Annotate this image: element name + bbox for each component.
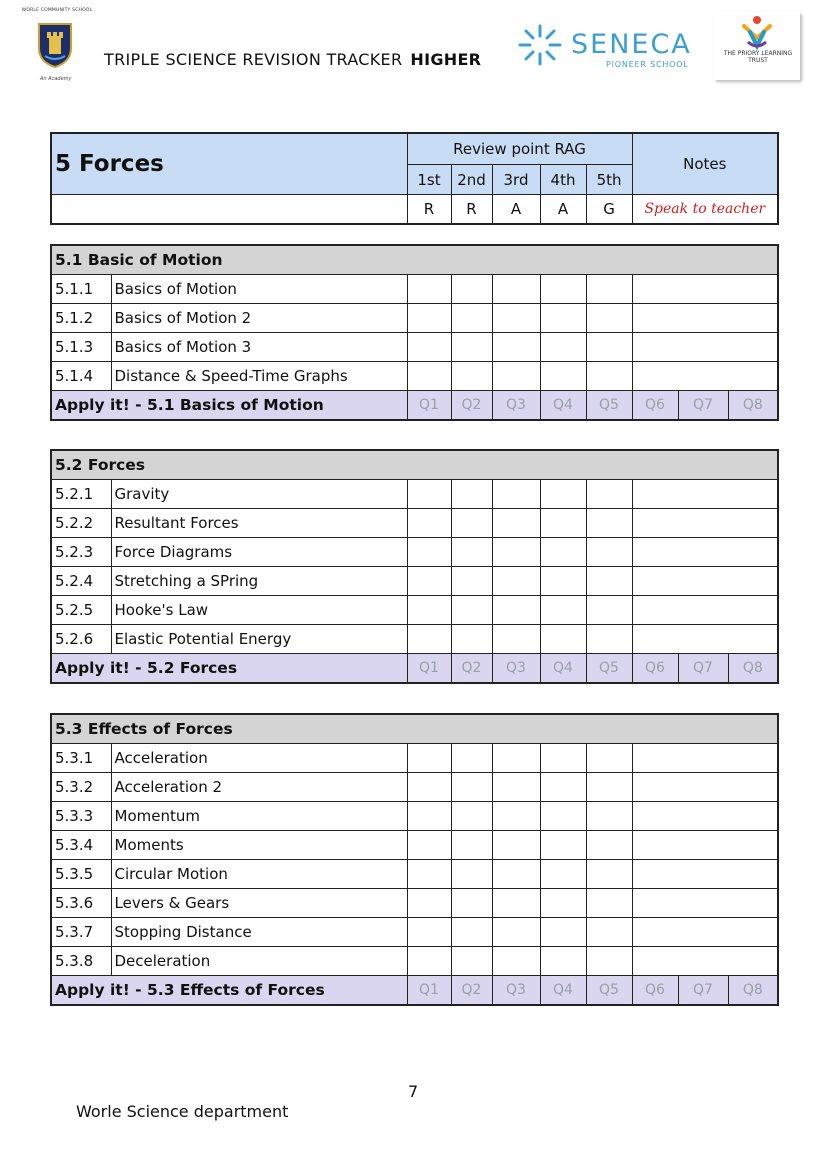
question-q2[interactable]: Q2 [451,654,492,684]
rag-cell-3[interactable] [492,802,540,831]
level-label: HIGHER [410,50,482,69]
topic-code: 5.1.3 [51,333,111,362]
question-q8[interactable]: Q8 [728,391,778,421]
rag-cell-5[interactable] [586,802,632,831]
table-row [51,596,778,625]
rating-row-label [51,195,407,225]
question-q3[interactable]: Q3 [492,391,540,421]
question-q7[interactable]: Q7 [678,654,728,684]
rag-cell-2[interactable] [451,860,492,889]
notes-header: Notes [632,133,778,195]
rag-cell-3[interactable] [492,773,540,802]
rag-cell-2[interactable] [451,947,492,976]
rag-cell-2[interactable] [451,362,492,391]
topic-name: Elastic Potential Energy [111,625,407,654]
topic-code: 5.1.2 [51,304,111,333]
table-row [51,304,778,333]
table-row [51,333,778,362]
section-title: 5.2 Forces [51,450,778,480]
topic-code: 5.3.5 [51,860,111,889]
question-q1[interactable]: Q1 [407,654,451,684]
question-q1[interactable]: Q1 [407,391,451,421]
rag-cell-2[interactable] [451,918,492,947]
rag-cell-3[interactable] [492,831,540,860]
rag-cell-2[interactable] [451,773,492,802]
rag-cell-3[interactable] [492,480,540,509]
topic-name: Momentum [111,802,407,831]
rag-cell-2[interactable] [451,509,492,538]
table-row [51,947,778,976]
rag-cell-4[interactable] [540,275,586,304]
topic-name: Deceleration [111,947,407,976]
review-point-5: 5th [586,165,632,195]
table-row [51,889,778,918]
section-table-5-3 [50,713,779,1006]
rag-cell-1[interactable] [407,362,451,391]
rag-cell-2[interactable] [451,275,492,304]
notes-cell[interactable] [632,304,778,333]
review-point-3: 3rd [492,165,540,195]
notes-cell[interactable] [632,947,778,976]
rag-cell-1[interactable] [407,333,451,362]
rag-cell-5[interactable] [586,362,632,391]
rag-cell-5[interactable] [586,947,632,976]
table-row [51,567,778,596]
review-point-1: 1st [407,165,451,195]
seneca-subtitle: PIONEER SCHOOL [606,60,689,69]
topic-code: 5.3.8 [51,947,111,976]
rag-cell-3[interactable] [492,333,540,362]
table-row [51,509,778,538]
question-q6[interactable]: Q6 [632,654,678,684]
table-row [51,831,778,860]
topic-code: 5.3.7 [51,918,111,947]
rag-cell-4[interactable] [540,918,586,947]
topic-name: Stretching a SPring [111,567,407,596]
apply-it-label: Apply it! - 5.2 Forces [51,654,407,684]
rag-cell-5[interactable] [586,509,632,538]
rag-cell-3[interactable] [492,744,540,773]
topic-name: Gravity [111,480,407,509]
rag-cell-3[interactable] [492,625,540,654]
rag-cell-5[interactable] [586,831,632,860]
question-q4[interactable]: Q4 [540,654,586,684]
question-q5[interactable]: Q5 [586,976,632,1006]
rag-cell-5[interactable] [586,275,632,304]
rag-cell-2[interactable] [451,567,492,596]
question-q6[interactable]: Q6 [632,391,678,421]
topic-name: Hooke's Law [111,596,407,625]
rag-cell-1[interactable] [407,773,451,802]
topic-code: 5.2.1 [51,480,111,509]
rag-cell-4[interactable] [540,538,586,567]
rag-cell-5[interactable] [586,480,632,509]
section-table-5-2 [50,449,779,684]
rag-cell-2[interactable] [451,538,492,567]
rag-cell-4[interactable] [540,567,586,596]
trust-logo-card [714,12,800,80]
section-title: 5.3 Effects of Forces [51,714,778,744]
question-q2[interactable]: Q2 [451,976,492,1006]
rag-cell-2[interactable] [451,744,492,773]
rag-cell-1[interactable] [407,860,451,889]
rag-cell-4[interactable] [540,889,586,918]
table-row [51,538,778,567]
notes-cell[interactable] [632,802,778,831]
rag-cell-2[interactable] [451,802,492,831]
topic-name: Stopping Distance [111,918,407,947]
topic-code: 5.3.2 [51,773,111,802]
page-title [104,50,481,69]
rating-4[interactable]: A [540,195,586,225]
topic-code: 5.3.6 [51,889,111,918]
topic-name: Resultant Forces [111,509,407,538]
notes-cell[interactable] [632,596,778,625]
topic-code: 5.2.4 [51,567,111,596]
rag-cell-3[interactable] [492,918,540,947]
notes-cell[interactable] [632,480,778,509]
school-motto: An Academy [40,76,72,82]
topic-name: Basics of Motion [111,275,407,304]
table-row [51,744,778,773]
rating-3[interactable]: A [492,195,540,225]
rag-cell-3[interactable] [492,596,540,625]
rag-cell-5[interactable] [586,860,632,889]
review-point-2: 2nd [451,165,492,195]
notes-cell[interactable] [632,333,778,362]
rag-cell-1[interactable] [407,744,451,773]
notes-cell[interactable] [632,831,778,860]
question-q7[interactable]: Q7 [678,391,728,421]
rag-cell-1[interactable] [407,538,451,567]
notes-cell[interactable] [632,538,778,567]
teacher-note[interactable]: Speak to teacher [632,195,778,225]
rag-cell-3[interactable] [492,304,540,333]
rag-cell-5[interactable] [586,567,632,596]
question-q6[interactable]: Q6 [632,976,678,1006]
trust-figures-icon [714,12,800,52]
seneca-wordmark: SENECA [571,29,692,60]
rag-cell-4[interactable] [540,773,586,802]
chapter-title: 5 Forces [51,133,407,195]
notes-cell[interactable] [632,625,778,654]
rag-cell-3[interactable] [492,509,540,538]
rag-cell-3[interactable] [492,538,540,567]
question-q7[interactable]: Q7 [678,976,728,1006]
rag-cell-4[interactable] [540,480,586,509]
question-q3[interactable]: Q3 [492,976,540,1006]
rag-cell-1[interactable] [407,509,451,538]
table-row [51,860,778,889]
apply-it-label: Apply it! - 5.3 Effects of Forces [51,976,407,1006]
apply-row [51,976,778,1006]
rag-cell-1[interactable] [407,304,451,333]
rag-cell-1[interactable] [407,889,451,918]
section-title: 5.1 Basic of Motion [51,245,778,275]
footer-text: Worle Science department [76,1102,289,1121]
rag-cell-3[interactable] [492,275,540,304]
rating-5[interactable]: G [586,195,632,225]
rag-cell-1[interactable] [407,596,451,625]
notes-cell[interactable] [632,275,778,304]
topic-code: 5.3.1 [51,744,111,773]
rag-cell-4[interactable] [540,831,586,860]
rag-cell-2[interactable] [451,889,492,918]
notes-cell[interactable] [632,918,778,947]
question-q2[interactable]: Q2 [451,391,492,421]
rag-cell-1[interactable] [407,567,451,596]
rag-cell-4[interactable] [540,802,586,831]
question-q5[interactable]: Q5 [586,391,632,421]
rag-cell-3[interactable] [492,860,540,889]
rag-cell-4[interactable] [540,596,586,625]
topic-code: 5.1.1 [51,275,111,304]
rating-2[interactable]: R [451,195,492,225]
table-row [51,625,778,654]
question-q8[interactable]: Q8 [728,976,778,1006]
review-point-4: 4th [540,165,586,195]
notes-cell[interactable] [632,362,778,391]
rag-cell-5[interactable] [586,333,632,362]
rag-cell-1[interactable] [407,831,451,860]
notes-cell[interactable] [632,860,778,889]
question-q8[interactable]: Q8 [728,654,778,684]
topic-name: Acceleration [111,744,407,773]
rag-cell-4[interactable] [540,625,586,654]
rag-cell-2[interactable] [451,304,492,333]
topic-code: 5.3.4 [51,831,111,860]
rag-cell-4[interactable] [540,509,586,538]
rag-cell-2[interactable] [451,333,492,362]
apply-row [51,654,778,684]
rag-cell-5[interactable] [586,625,632,654]
rag-cell-1[interactable] [407,625,451,654]
topic-code: 5.3.3 [51,802,111,831]
table-row [51,918,778,947]
page-number: 7 [408,1082,419,1101]
school-crest-logo [37,22,73,68]
topic-name: Acceleration 2 [111,773,407,802]
trust-name: THE PRIORY LEARNING TRUST [723,50,793,65]
rating-1[interactable]: R [407,195,451,225]
rag-cell-4[interactable] [540,333,586,362]
topic-code: 5.2.6 [51,625,111,654]
rag-cell-5[interactable] [586,744,632,773]
topic-code: 5.1.4 [51,362,111,391]
rag-cell-2[interactable] [451,596,492,625]
rag-cell-2[interactable] [451,480,492,509]
section-table-5-1 [50,244,779,421]
rag-cell-2[interactable] [451,625,492,654]
topic-name: Circular Motion [111,860,407,889]
notes-cell[interactable] [632,744,778,773]
notes-cell[interactable] [632,567,778,596]
rag-cell-5[interactable] [586,304,632,333]
rag-cell-1[interactable] [407,275,451,304]
rag-cell-3[interactable] [492,567,540,596]
topic-name: Basics of Motion 3 [111,333,407,362]
rag-cell-1[interactable] [407,918,451,947]
question-q4[interactable]: Q4 [540,391,586,421]
notes-cell[interactable] [632,889,778,918]
apply-row [51,391,778,421]
rag-cell-5[interactable] [586,596,632,625]
topic-name: Moments [111,831,407,860]
summary-table [50,132,779,225]
apply-it-label: Apply it! - 5.1 Basics of Motion [51,391,407,421]
rag-cell-1[interactable] [407,480,451,509]
rag-cell-3[interactable] [492,889,540,918]
topic-name: Levers & Gears [111,889,407,918]
rag-cell-1[interactable] [407,947,451,976]
question-q5[interactable]: Q5 [586,654,632,684]
rag-cell-3[interactable] [492,947,540,976]
notes-cell[interactable] [632,773,778,802]
rag-cell-5[interactable] [586,918,632,947]
table-row [51,773,778,802]
school-name: WORLE COMMUNITY SCHOOL [21,8,93,13]
rag-cell-4[interactable] [540,860,586,889]
rag-cell-4[interactable] [540,744,586,773]
question-q1[interactable]: Q1 [407,976,451,1006]
question-q3[interactable]: Q3 [492,654,540,684]
rag-header: Review point RAG [407,133,632,165]
table-row [51,362,778,391]
notes-cell[interactable] [632,509,778,538]
topic-code: 5.2.3 [51,538,111,567]
topic-name: Basics of Motion 2 [111,304,407,333]
question-q4[interactable]: Q4 [540,976,586,1006]
rag-cell-4[interactable] [540,304,586,333]
rag-cell-3[interactable] [492,362,540,391]
topic-code: 5.2.5 [51,596,111,625]
tracker-title: TRIPLE SCIENCE REVISION TRACKER [104,50,403,69]
topic-name: Distance & Speed-Time Graphs [111,362,407,391]
rag-cell-4[interactable] [540,947,586,976]
rag-cell-5[interactable] [586,889,632,918]
rag-cell-4[interactable] [540,362,586,391]
topic-name: Force Diagrams [111,538,407,567]
rag-cell-1[interactable] [407,802,451,831]
rag-cell-5[interactable] [586,538,632,567]
rag-cell-5[interactable] [586,773,632,802]
rag-cell-2[interactable] [451,831,492,860]
table-row [51,275,778,304]
table-row [51,802,778,831]
table-row [51,480,778,509]
topic-code: 5.2.2 [51,509,111,538]
